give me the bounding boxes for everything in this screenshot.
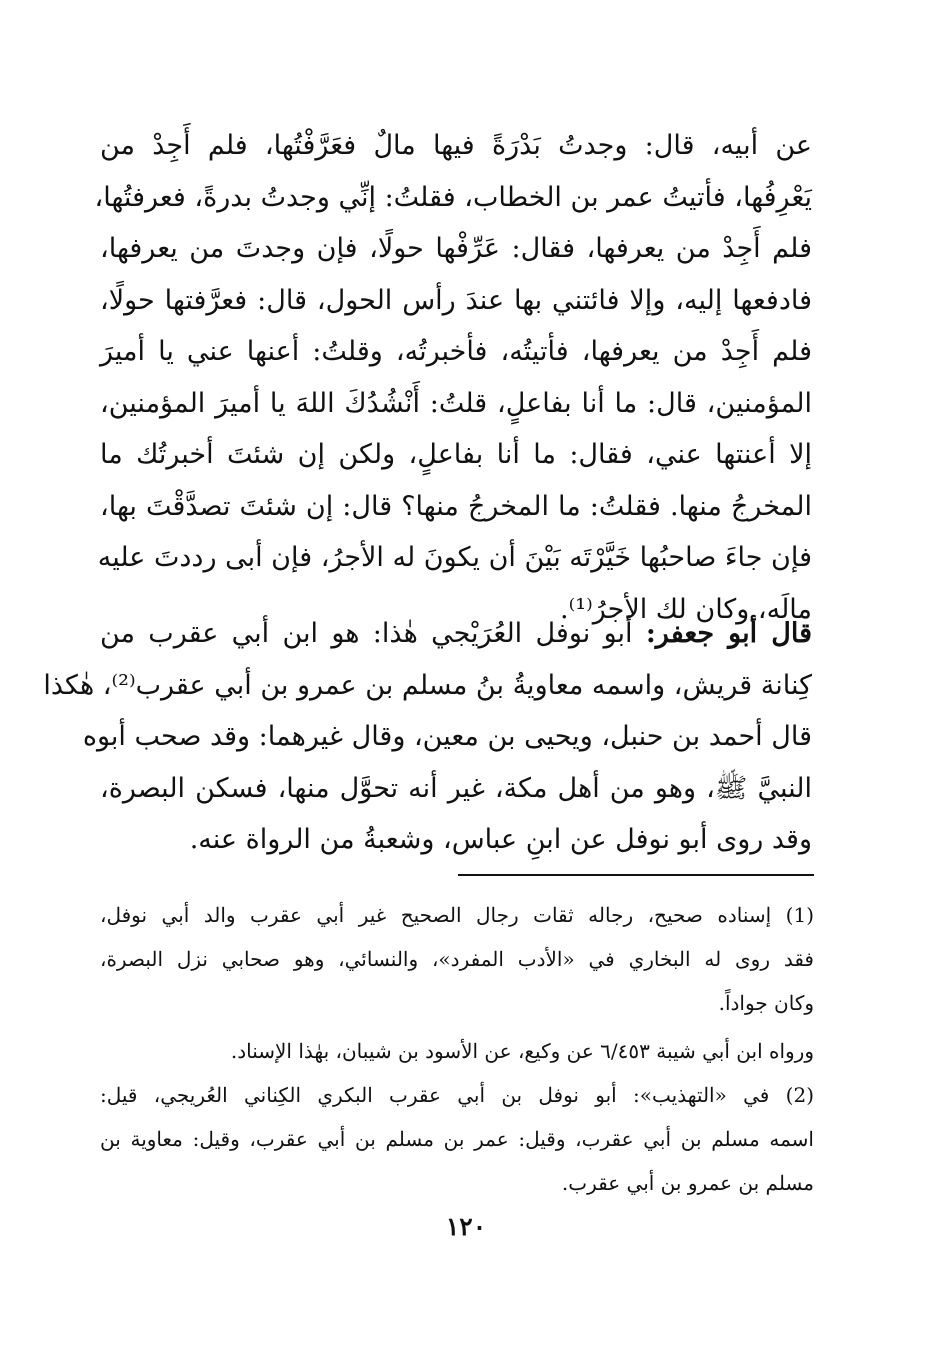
paragraph-line: فلم أَجِدْ من يعرفها، فقال: عَرِّفْها حولًا، فإن وجدتَ من يعرفها،: [100, 233, 812, 264]
footnote-1-line: وكان جواداً.: [718, 991, 814, 1015]
paragraph-line: كِنانة قريش، واسمه معاويةُ بنُ مسلم بن عمرو بن أبي عقرب⁽²⁾، هٰكذا: [43, 669, 812, 701]
footnote-2-line: مسلم بن عمرو بن أبي عقرب.: [561, 1171, 814, 1195]
author-lead: قال أبو جعفر:: [645, 618, 812, 649]
paragraph-line: إلا أعنتها عني، فقال: ما أنا بفاعلٍ، ولكن إن شئتَ أخبرتُك ما: [100, 439, 812, 470]
paragraph-line: فلم أَجِدْ من يعرفها، فأتيتُه، فأخبرتُه، وقلتُ: أعنها عني يا أميرَ: [100, 336, 812, 367]
main-paragraph-1: [94, 120, 812, 635]
paragraph-line: عن أبيه، قال: وجدتُ بَدْرَةً فيها مالٌ فعَرَّفْتُها، فلم أَجِدْ من: [100, 130, 812, 161]
footnote-divider: [458, 874, 814, 876]
paragraph-line: النبيَّ ﷺ، وهو من أهل مكة، غير أنه تحوَّل منها، فسكن البصرة،: [100, 772, 812, 804]
page-number: ١٢٠: [445, 1212, 487, 1241]
footnotes: [100, 893, 814, 1205]
paragraph-first-line: [100, 608, 812, 660]
paragraph-line: يَعْرِفُها، فأتيتُ عمر بن الخطاب، فقلتُ: إنِّي وجدتُ بدرةً، فعرفتُها،: [94, 181, 812, 213]
footnote-2-line: اسمه مسلم بن أبي عقرب، وقيل: عمر بن مسلم بن أبي عقرب، وقيل: معاوية بن: [100, 1127, 814, 1151]
paragraph-line: فإن جاءَ صاحبُها خَيَّرْتَه بَيْنَ أن يكونَ له الأجرُ، فإن أبى رددتَ عليه: [97, 542, 812, 573]
paragraph-line: المخرجُ منها. فقلتُ: ما المخرجُ منها؟ قال: إن شئتَ تصدَّقْتَ بها،: [100, 490, 812, 522]
footnote-1-line: (1) إسناده صحيح، رجاله ثقات رجال الصحيح غير أبي عقرب والد أبي نوفل،: [100, 903, 814, 927]
paragraph-line: مالَه، وكان لك الأجرُ⁽¹⁾.: [560, 593, 812, 625]
first-line-text: أبو نوفل العُرَيْجي هٰذا: هو ابن أبي عقرب من: [100, 618, 646, 649]
paragraph-line: المؤمنين، قال: ما أنا بفاعلٍ، قلتُ: أَنْشُدُكَ اللهَ يا أميرَ المؤمنين،: [100, 387, 812, 419]
footnote-1-line: فقد روى له البخاري في «الأدب المفرد»، والنسائي، وهو صحابي نزل البصرة،: [100, 947, 814, 971]
footnote-2-line: (2) في «التهذيب»: أبو نوفل بن أبي عقرب البكري الكِناني العُريجي، قيل:: [100, 1083, 814, 1107]
paragraph-line: فادفعها إليه، وإلا فائتني بها عندَ رأس الحول، قال: فعرَّفتها حولًا،: [100, 284, 812, 316]
main-paragraph-2: [43, 608, 812, 866]
footnote-1-extra: ورواه ابن أبي شيبة ٦/٤٥٣ عن وكيع، عن الأسود بن شيبان، بهٰذا الإسناد.: [230, 1039, 814, 1063]
paragraph-line: قال أحمد بن حنبل، ويحيى بن معين، وقال غيرهما: وقد صحب أبوه: [82, 721, 812, 752]
paragraph-line: وقد روى أبو نوفل عن ابنِ عباس، وشعبةُ من الرواة عنه.: [189, 824, 812, 855]
